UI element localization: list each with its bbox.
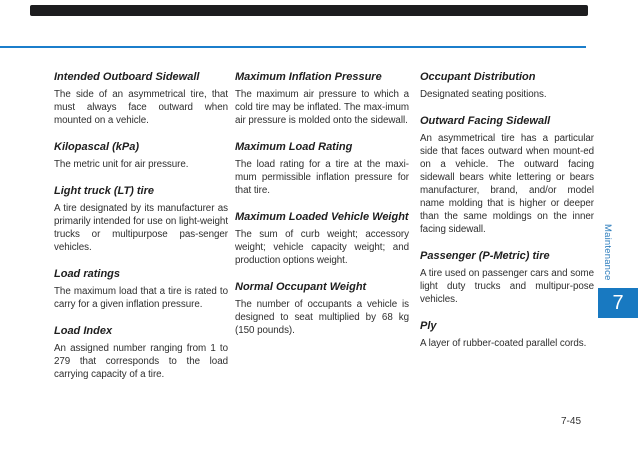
term-heading: Maximum Load Rating (235, 141, 353, 153)
term-definition: An asymmetrical tire has a particular side that faces outward when mount-ed on a vehicle. The outward facing sidewall bears white lettering or bears manufacturer, brand, and/or model name molding that is higher or deeper than the same moldings on the inner facing sidewall. (420, 133, 594, 235)
term-definition: An assigned number ranging from 1 to 279 that corresponds to the load carrying capacity of a tire. (54, 343, 228, 380)
term-definition: Designated seating positions. (420, 89, 547, 100)
chapter-number-badge: 7 (598, 288, 638, 318)
term-heading: Maximum Loaded Vehicle Weight (235, 211, 409, 223)
chapter-side-label: Maintenance (602, 224, 613, 281)
term-definition: The maximum load that a tire is rated to carry for a given inflation pressure. (54, 286, 228, 310)
header-redaction-bar (30, 5, 588, 16)
definition-section (420, 115, 594, 236)
definition-section (420, 320, 594, 350)
term-definition: A layer of rubber-coated parallel cords. (420, 338, 587, 349)
definitions-column-1 (54, 71, 228, 395)
definitions-column-3 (420, 71, 594, 364)
term-heading: Normal Occupant Weight (235, 281, 367, 293)
term-heading: Ply (420, 320, 437, 332)
term-heading: Maximum Inflation Pressure (235, 71, 382, 83)
definition-section (420, 250, 594, 306)
term-definition: The load rating for a tire at the maxi-mum permissible inflation pressure for that tire. (235, 159, 409, 196)
definition-section (235, 211, 409, 267)
term-heading: Load Index (54, 325, 113, 337)
term-definition: The sum of curb weight; accessory weight; vehicle capacity weight; and production options weight. (235, 229, 409, 266)
definition-section (54, 268, 228, 311)
definition-section (54, 141, 228, 171)
term-definition: A tire designated by its manufacturer as primarily intended for use on light-weight trucks or multipurpose pas-senger vehicles. (54, 203, 228, 253)
definition-section (235, 71, 409, 127)
term-definition: The maximum air pressure to which a cold tire may be inflated. The max-imum air pressure is molded onto the sidewall. (235, 89, 409, 126)
definition-section (420, 71, 594, 101)
term-heading: Passenger (P-Metric) tire (420, 250, 550, 262)
term-heading: Occupant Distribution (420, 71, 536, 83)
term-heading: Outward Facing Sidewall (420, 115, 551, 127)
definition-section (54, 185, 228, 254)
header-divider-rule (0, 46, 586, 48)
term-heading: Light truck (LT) tire (54, 185, 155, 197)
definition-section (235, 281, 409, 337)
page-number: 7-45 (561, 416, 582, 427)
definition-section (54, 71, 228, 127)
term-heading: Load ratings (54, 268, 121, 280)
term-heading: Intended Outboard Sidewall (54, 71, 200, 83)
definition-section (235, 141, 409, 197)
definitions-column-2 (235, 71, 409, 351)
term-heading: Kilopascal (kPa) (54, 141, 139, 153)
term-definition: A tire used on passenger cars and some light duty trucks and multipur-pose vehicles. (420, 268, 594, 305)
term-definition: The number of occupants a vehicle is designed to seat multiplied by 68 kg (150 pounds). (235, 299, 409, 336)
definition-section (54, 325, 228, 381)
term-definition: The metric unit for air pressure. (54, 159, 189, 170)
term-definition: The side of an asymmetrical tire, that must always face outward when mounted on a vehicle. (54, 89, 228, 126)
